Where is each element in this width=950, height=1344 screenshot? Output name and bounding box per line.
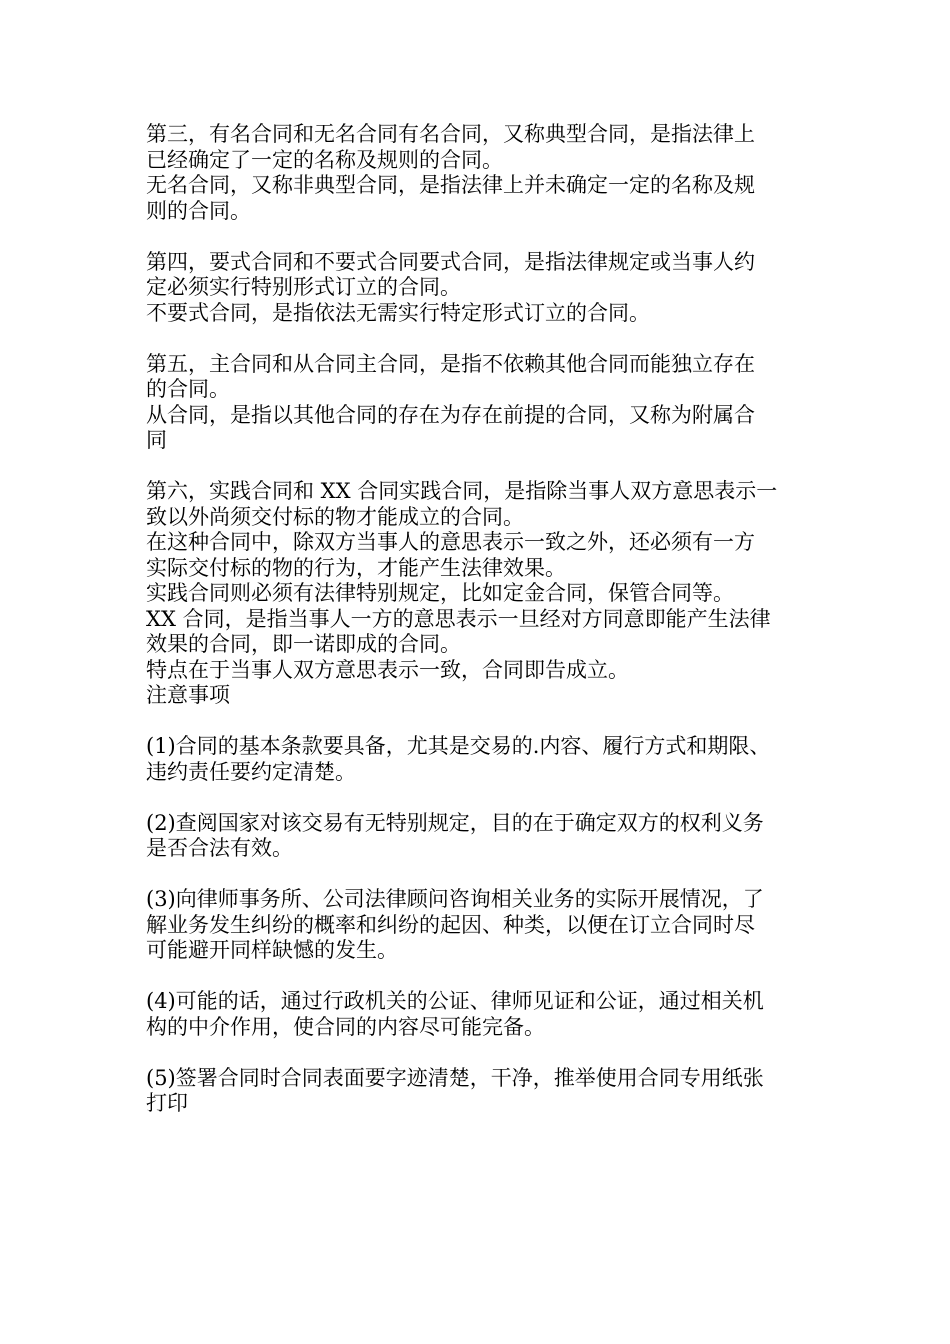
text-line: 不要式合同，是指依法无需实行特定形式订立的合同。 xyxy=(146,300,650,325)
text-line: 第四，要式合同和不要式合同要式合同，是指法律规定或当事人约 xyxy=(146,249,755,274)
text-line: 已经确定了一定的名称及规则的合同。 xyxy=(146,147,503,172)
text-line: 效果的合同，即一诺即成的合同。 xyxy=(146,632,461,656)
text-line: 构的中介作用，使合同的内容尽可能完备。 xyxy=(146,1014,545,1039)
paragraph-gap xyxy=(146,964,814,990)
paragraph-gap xyxy=(146,785,814,811)
text-line: 实践合同则必须有法律特别规定，比如定金合同，保管合同等。 xyxy=(146,581,734,605)
text-line: 无名合同，又称非典型合同，是指法律上并未确定一定的名称及规 xyxy=(146,173,755,197)
text-line: (4)可能的话，通过行政机关的公证、律师见证和公证，通过相关机 xyxy=(146,989,764,1013)
text-line: (3)向律师事务所、公司法律顾问咨询相关业务的实际开展情况，了 xyxy=(146,887,764,911)
text-line: 第五，主合同和从合同主合同，是指不依赖其他合同而能独立存在 xyxy=(146,351,755,376)
text-line: 致以外尚须交付标的物才能成立的合同。 xyxy=(146,504,524,529)
section-heading: 注意事项 xyxy=(146,683,230,707)
text-line: 违约责任要约定清楚。 xyxy=(146,759,356,784)
paragraph-gap xyxy=(146,1040,814,1066)
text-line: 打印 xyxy=(146,1091,188,1115)
text-line: 第六，实践合同和 XX 合同实践合同，是指除当事人双方意思表示一 xyxy=(146,479,778,503)
text-line: 在这种合同中，除双方当事人的意思表示一致之外，还必须有一方 xyxy=(146,530,755,554)
paragraph-gap xyxy=(146,709,814,735)
text-line: 特点在于当事人双方意思表示一致，合同即告成立。 xyxy=(146,657,629,682)
paragraph-gap xyxy=(146,326,814,352)
paragraph-gap xyxy=(146,454,814,480)
text-line: 是否合法有效。 xyxy=(146,836,293,860)
document-body xyxy=(146,122,814,1117)
text-line: 实际交付标的物的行为，才能产生法律效果。 xyxy=(146,555,566,580)
text-line: XX 合同，是指当事人一方的意思表示一旦经对方同意即能产生法律 xyxy=(146,606,771,631)
text-line: 第三，有名合同和无名合同有名合同，又称典型合同，是指法律上 xyxy=(146,122,755,146)
text-line: 的合同。 xyxy=(146,377,230,401)
text-line: (5)签署合同时合同表面要字迹清楚，干净，推举使用合同专用纸张 xyxy=(146,1065,764,1090)
text-line: 定必须实行特别形式订立的合同。 xyxy=(146,275,461,299)
text-line: 则的合同。 xyxy=(146,198,251,223)
text-line: 同 xyxy=(146,428,167,452)
text-line: (2)查阅国家对该交易有无特别规定，目的在于确定双方的权利义务 xyxy=(146,810,764,835)
paragraph-gap xyxy=(146,862,814,888)
text-line: 解业务发生纠纷的概率和纠纷的起因、种类，以便在订立合同时尽 xyxy=(146,912,755,937)
paragraph-gap xyxy=(146,224,814,250)
text-line: 从合同，是指以其他合同的存在为存在前提的合同，又称为附属合 xyxy=(146,402,755,427)
text-line: 可能避开同样缺憾的发生。 xyxy=(146,938,398,962)
text-line: (1)合同的基本条款要具备，尤其是交易的.内容、履行方式和期限、 xyxy=(146,734,771,758)
